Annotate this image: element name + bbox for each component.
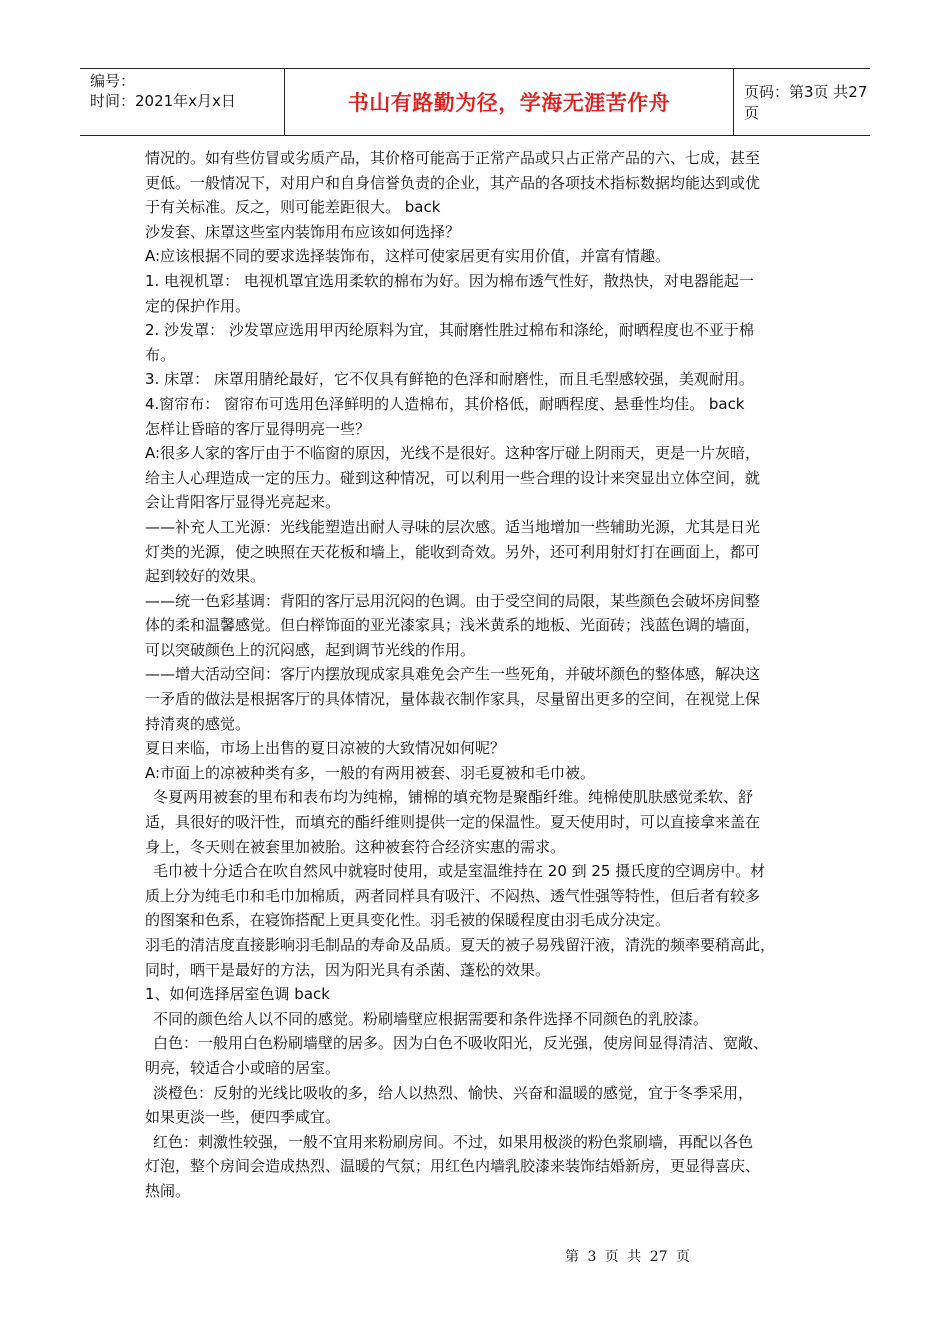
body-line: 会让背阳客厅显得光亮起来。	[145, 493, 341, 512]
document-body	[145, 146, 815, 1204]
body-line: 毛巾被十分适合在吹自然风中就寝时使用，或是室温维持在 20 到 25 摄氏度的空调房中。材	[153, 862, 766, 881]
body-line: ——统一色彩基调：背阳的客厅忌用沉闷的色调。由于受空间的局限，某些颜色会破坏房间整	[145, 591, 761, 610]
body-line: 4.窗帘布： 窗帘布可选用色泽鲜明的人造棉布，其价格低，耐晒程度、悬垂性均佳。 back	[145, 394, 745, 413]
body-line: 热闹。	[145, 1181, 191, 1200]
body-line: 质上分为纯毛巾和毛巾加棉质，两者同样具有吸汗、不闷热、透气性强等特性，但后者有较多	[145, 886, 761, 905]
body-line: 一矛盾的做法是根据客厅的具体情况，量体裁衣制作家具，尽量留出更多的空间，在视觉上保	[145, 690, 761, 709]
body-line: 冬夏两用被套的里布和表布均为纯棉，铺棉的填充物是聚酯纤维。纯棉使肌肤感觉柔软、舒	[153, 788, 754, 807]
body-line: 于有关标准。反之，则可能差距很大。 back	[145, 198, 441, 217]
body-line: 沙发套、床罩这些室内装饰用布应该如何选择？	[145, 222, 461, 241]
body-line: 怎样让昏暗的客厅显得明亮一些？	[145, 419, 371, 438]
body-line: ——补充人工光源：光线能塑造出耐人寻味的层次感。适当地增加一些辅助光源，尤其是日光	[145, 517, 761, 536]
body-line: 情况的。如有些仿冒或劣质产品，其价格可能高于正常产品或只占正常产品的六、七成，甚至	[145, 149, 761, 167]
body-line: 给主人心理造成一定的压力。碰到这种情况，可以利用一些合理的设计来突显出立体空间，就	[145, 468, 761, 487]
body-line: 2. 沙发罩： 沙发罩应选用甲丙纶原料为宜，其耐磨性胜过棉布和涤纶，耐晒程度也不亚于棉	[145, 321, 754, 340]
page-header	[80, 68, 870, 136]
body-line: 起到较好的效果。	[145, 567, 266, 586]
body-line: 持清爽的感觉。	[145, 714, 251, 733]
body-line: 同时，晒干是最好的方法，因为阳光具有杀菌、蓬松的效果。	[145, 960, 551, 979]
page-footer: 第 3 页 共 27 页	[565, 1249, 690, 1265]
header-page-cell	[734, 69, 870, 135]
body-line: 灯类的光源，使之映照在天花板和墙上，能收到奇效。另外，还可利用射灯打在画面上，都可	[145, 542, 761, 561]
header-meta	[80, 69, 284, 135]
body-line: 体的柔和温馨感觉。但白榉饰面的亚光漆家具；浅米黄系的地板、光面砖；浅蓝色调的墙面，	[145, 616, 761, 635]
body-line: 更低。一般情况下，对用户和自身信誉负责的企业，其产品的各项技术指标数据均能达到或优	[145, 173, 761, 192]
body-line: 身上，冬天则在被套里加被胎。这种被套符合经济实惠的需求。	[145, 837, 566, 856]
header-page-number: 页码：第3页 共27页	[744, 83, 868, 122]
body-line: 布。	[145, 345, 176, 364]
body-line: 1. 电视机罩： 电视机罩宜选用柔软的棉布为好。因为棉布透气性好，散热快，对电器能起一	[145, 271, 754, 290]
body-line: 夏日来临，市场上出售的夏日凉被的大致情况如何呢？	[145, 739, 506, 758]
body-line: A:市面上的凉被种类有多，一般的有两用被套、羽毛夏被和毛巾被。	[145, 763, 596, 782]
body-line: 可以突破颜色上的沉闷感，起到调节光线的作用。	[145, 640, 476, 659]
body-line: 红色：刺激性较强，一般不宜用来粉刷房间。不过，如果用极淡的粉色浆刷墙，再配以各色	[153, 1132, 754, 1151]
body-line: 灯泡，整个房间会造成热烈、温暖的气氛；用红色内墙乳胶漆来装饰结婚新房，更显得喜庆、	[145, 1157, 761, 1176]
body-line: 的图案和色系，在寝饰搭配上更具变化性。羽毛被的保暖程度由羽毛成分决定。	[145, 911, 671, 930]
body-line: A:应该根据不同的要求选择装饰布，这样可使家居更有实用价值，并富有情趣。	[145, 247, 671, 266]
body-line: ——增大活动空间：客厅内摆放现成家具难免会产生一些死角，并破坏颜色的整体感，解决这	[145, 665, 761, 684]
body-line: 淡橙色：反射的光线比吸收的多，给人以热烈、愉快、兴奋和温暖的感觉，宜于冬季采用，	[153, 1083, 754, 1102]
body-line: 白色：一般用白色粉刷墙壁的居多。因为白色不吸收阳光，反光强，使房间显得清洁、宽敞、	[153, 1034, 769, 1053]
document-date-label: 时间：2021年x月x日	[90, 92, 236, 110]
body-line: A:很多人家的客厅由于不临窗的原因，光线不是很好。这种客厅碰上阴雨天，更是一片灰暗，	[145, 444, 761, 463]
header-motto-cell	[284, 69, 734, 135]
body-line: 如果更淡一些，便四季咸宜。	[145, 1108, 341, 1127]
body-line: 定的保护作用。	[145, 296, 251, 315]
header-motto: 书山有路勤为径，学海无涯苦作舟	[347, 91, 671, 115]
body-line: 3. 床罩： 床罩用腈纶最好，它不仅具有鲜艳的色泽和耐磨性，而且毛型感较强，美观耐用。	[145, 370, 754, 389]
body-line: 明亮，较适合小或暗的居室。	[145, 1058, 341, 1077]
body-line: 适，具很好的吸汗性，而填充的酯纤维则提供一定的保温性。夏天使用时，可以直接拿来盖在	[145, 813, 761, 832]
body-line: 1、如何选择居室色调 back	[145, 985, 330, 1004]
body-line: 羽毛的清洁度直接影响羽毛制品的寿命及品质。夏天的被子易残留汗液，清洗的频率要稍高此，	[145, 936, 776, 954]
document-number-label: 编号：	[90, 72, 136, 90]
body-line: 不同的颜色给人以不同的感觉。粉刷墙壁应根据需要和条件选择不同颜色的乳胶漆。	[153, 1009, 709, 1028]
